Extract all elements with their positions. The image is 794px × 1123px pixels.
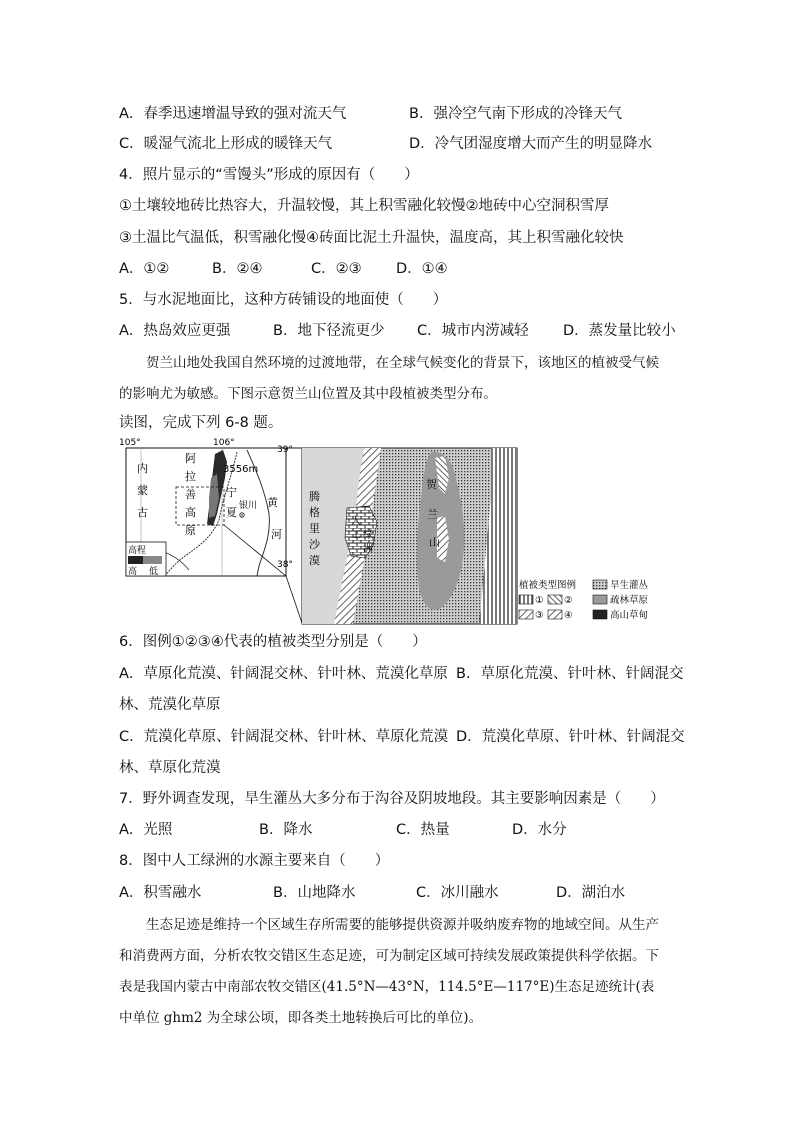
yinchuan-label: 银川: [239, 501, 258, 511]
veg-legend-4: ④: [564, 610, 573, 621]
q5-option-c: C．城市内涝减轻: [417, 323, 529, 339]
q7-stem: 7．野外调查发现，旱生灌丛大多分布于沟谷及阴坡地段。其主要影响因素是（ ）: [119, 791, 665, 807]
q7-option-d: D．水分: [512, 822, 567, 838]
ningxia-char-1: 宁: [226, 486, 237, 499]
q8-option-a: A．积雪融水: [119, 885, 202, 901]
q8-option-d: D．湖泊水: [556, 885, 626, 901]
q8-option-c: C．冰川融水: [416, 885, 499, 901]
q5-option-b: B．地下径流更少: [273, 323, 385, 339]
tengger-char-5: 漠: [309, 554, 320, 567]
q5-option-d: D．蒸发量比较小: [563, 323, 676, 339]
neimeng-char-3: 古: [137, 506, 148, 519]
passage1-instruction: 读图，完成下列 6-8 题。: [119, 415, 283, 431]
huanghe-char-1: 黄: [267, 496, 278, 509]
oasis-char-1: 人: [351, 516, 361, 527]
q3-option-b: B．强冷空气南下形成的冷锋天气: [409, 106, 622, 122]
q6-option-d-cont: 林、草原化荒漠: [119, 760, 221, 776]
q8-option-b: B．山地降水: [273, 885, 356, 901]
passage2-line1: 生态足迹是维持一个区域生存所需要的能够提供资源并吸纳废弃物的地域空间。从生产: [146, 917, 659, 933]
longitude-105-label: 105°: [119, 438, 141, 448]
elevation-legend-high: 高: [128, 567, 138, 577]
alashan-char-2: 拉: [185, 470, 196, 483]
passage1-line2: 的影响尤为敏感。下图示意贺兰山位置及其中段植被类型分布。: [119, 386, 497, 402]
q5-stem: 5．与水泥地面比，这种方砖铺设的地面使（ ）: [119, 292, 448, 308]
alashan-char-4: 高: [185, 506, 196, 519]
tengger-char-2: 格: [309, 506, 320, 519]
veg-legend-1: ①: [535, 595, 544, 606]
peak-elevation-label: 3556m: [223, 464, 259, 475]
q4-statement-2: ③土温比气温低，积雪融化慢④砖面比泥土升温快，温度高，其上积雪融化较快: [119, 230, 624, 246]
q3-option-a: A．春季迅速增温导致的强对流天气: [119, 106, 347, 122]
q6-option-b: B．草原化荒漠、针叶林、针阔混交: [456, 666, 684, 682]
huanghe-char-2: 河: [271, 528, 282, 541]
tengger-char-1: 腾: [309, 490, 320, 503]
veg-legend-title: 植被类型图例: [519, 580, 577, 591]
helan-mountain-map: [119, 438, 681, 626]
q7-option-b: B．降水: [259, 822, 313, 838]
location-inset-map: [119, 438, 302, 577]
alashan-char-3: 善: [185, 488, 196, 501]
q4-option-a: A．①②: [119, 261, 170, 277]
helan-char-3: 山: [429, 536, 440, 549]
alashan-char-1: 阿: [185, 452, 196, 465]
helan-char-1: 贺: [426, 478, 437, 491]
tengger-char-3: 里: [309, 522, 320, 535]
alashan-char-5: 原: [185, 524, 196, 537]
oasis-char-4: 洲: [363, 544, 373, 555]
oasis-char-2: 工: [351, 530, 361, 541]
q8-stem: 8．图中人工绿洲的水源主要来自（ ）: [119, 853, 390, 869]
veg-legend-shrub: 旱生灌丛: [610, 580, 649, 591]
q5-option-a: A．热岛效应更强: [119, 323, 231, 339]
oasis-char-3: 绿: [363, 530, 373, 541]
helan-char-2: 兰: [427, 508, 438, 521]
latitude-39-label: 39°: [277, 445, 293, 455]
passage2-line4: 中单位 ghm2 为全球公顷，即各类土地转换后可比的单位)。: [119, 1010, 483, 1026]
q7-option-a: A．光照: [119, 822, 173, 838]
veg-legend-2: ②: [564, 595, 573, 606]
q4-stem: 4．照片显示的“雪馒头”形成的原因有（ ）: [119, 167, 419, 183]
q3-option-d: D．冷气团湿度增大而产生的明显降水: [409, 136, 653, 152]
longitude-106-label: 106°: [213, 438, 235, 448]
veg-legend-3: ③: [535, 610, 544, 621]
q7-option-c: C．热量: [396, 822, 450, 838]
neimeng-char-2: 蒙: [137, 484, 148, 497]
tengger-char-4: 沙: [309, 538, 320, 551]
q6-option-a: A．草原化荒漠、针阔混交林、针叶林、荒漠化草原: [119, 666, 448, 682]
passage2-line3: 表是我国内蒙古中南部农牧交错区(41.5°N—43°N，114.5°E—117°E)生态足迹统计(表: [119, 979, 655, 995]
q6-stem: 6．图例①②③④代表的植被类型分别是（ ）: [119, 634, 427, 650]
elevation-legend-title: 高程: [128, 546, 147, 556]
q4-statement-1: ①土壤较地砖比热容大，升温较慢，其上积雪融化较慢②地砖中心空洞积雪厚: [119, 198, 609, 214]
ningxia-char-2: 夏: [226, 506, 237, 519]
q3-option-c: C．暖湿气流北上形成的暖锋天气: [119, 136, 333, 152]
q4-option-d: D．①④: [396, 261, 448, 277]
q6-option-b-cont: 林、荒漠化草原: [119, 697, 221, 713]
elevation-legend: [126, 542, 166, 577]
vegetation-map: [302, 448, 517, 624]
neimeng-char-1: 内: [137, 462, 148, 475]
q4-option-b: B．②④: [212, 261, 263, 277]
elevation-legend-low: 低: [149, 567, 159, 577]
vegetation-legend: [519, 579, 649, 621]
q6-option-d: D．荒漠化草原、针叶林、针阔混交: [456, 729, 685, 745]
q6-option-c: C．荒漠化草原、针阔混交林、针叶林、草原化荒漠: [119, 729, 449, 745]
veg-legend-meadow: 高山草甸: [610, 610, 649, 621]
veg-legend-sparse: 疏林草原: [610, 595, 649, 606]
q4-option-c: C．②③: [311, 261, 362, 277]
latitude-38-label: 38°: [277, 560, 293, 570]
passage2-line2: 和消费两方面，分析农牧交错区生态足迹，可为制定区域可持续发展政策提供科学依据。下: [119, 948, 659, 964]
passage1-line1: 贺兰山地处我国自然环境的过渡地带，在全球气候变化的背景下，该地区的植被受气候: [146, 355, 659, 371]
